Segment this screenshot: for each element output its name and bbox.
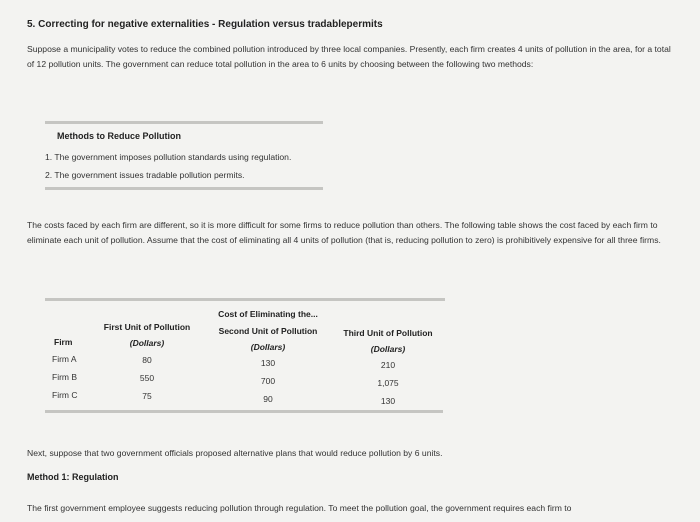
column-unit-third: (Dollars) — [370, 344, 406, 354]
cell-firm-b-second: 700 — [260, 376, 276, 386]
intro-paragraph: Suppose a municipality votes to reduce the combined pollution introduced by three local companies. Presently, each firm creates 4 units of pollution in the area, for a total of 12 pollution units. The government can reduce total pollution in the area to 6 units by choosing between the following two methods: — [27, 44, 671, 69]
column-header-firm: Firm — [54, 337, 73, 347]
table-row-firm-b: Firm B — [52, 372, 78, 382]
method1-title: Method 1: Regulation — [27, 472, 119, 482]
table-group-header: Cost of Eliminating the... — [218, 309, 318, 319]
cell-firm-c-third: 130 — [380, 396, 396, 406]
column-header-third-unit: Third Unit of Pollution — [343, 328, 433, 338]
methods-bottom-rule — [45, 187, 323, 190]
cell-firm-c-first: 75 — [142, 391, 152, 401]
method-item-regulation: 1. The government imposes pollution standards using regulation. — [45, 152, 292, 162]
next-paragraph: Next, suppose that two government officials proposed alternative plans that would reduce pollution by 6 units. — [27, 448, 443, 458]
method-item-permits: 2. The government issues tradable pollution permits. — [45, 170, 245, 180]
column-unit-first: (Dollars) — [129, 338, 165, 348]
table-row-firm-c: Firm C — [52, 390, 78, 400]
cell-firm-b-first: 550 — [139, 373, 155, 383]
costs-paragraph: The costs faced by each firm are different, so it is more difficult for some firms to reduce pollution than others. The following table shows the cost faced by each firm to eliminate each unit of pollution. Assume that the cost of eliminating all 4 units of pollution (that is, reducing pollution to zero) is prohibitively expensive for all three firms. — [27, 220, 661, 245]
column-header-first-unit: First Unit of Pollution — [103, 322, 191, 332]
cell-firm-a-second: 130 — [260, 358, 276, 368]
cell-firm-a-third: 210 — [380, 360, 396, 370]
table-top-rule — [45, 298, 445, 301]
column-unit-second: (Dollars) — [250, 342, 286, 352]
table-row-firm-a: Firm A — [52, 354, 77, 364]
methods-top-rule — [45, 121, 323, 124]
question-title: 5. Correcting for negative externalities - Regulation versus tradablepermits — [27, 19, 383, 30]
cell-firm-a-first: 80 — [142, 355, 152, 365]
methods-title: Methods to Reduce Pollution — [57, 131, 181, 141]
table-bottom-rule — [45, 410, 443, 413]
cell-firm-b-third: 1,075 — [377, 378, 399, 388]
column-header-second-unit: Second Unit of Pollution — [218, 326, 318, 336]
cell-firm-c-second: 90 — [263, 394, 273, 404]
method1-paragraph: The first government employee suggests reducing pollution through regulation. To meet the pollution goal, the government requires each firm to — [27, 503, 572, 513]
